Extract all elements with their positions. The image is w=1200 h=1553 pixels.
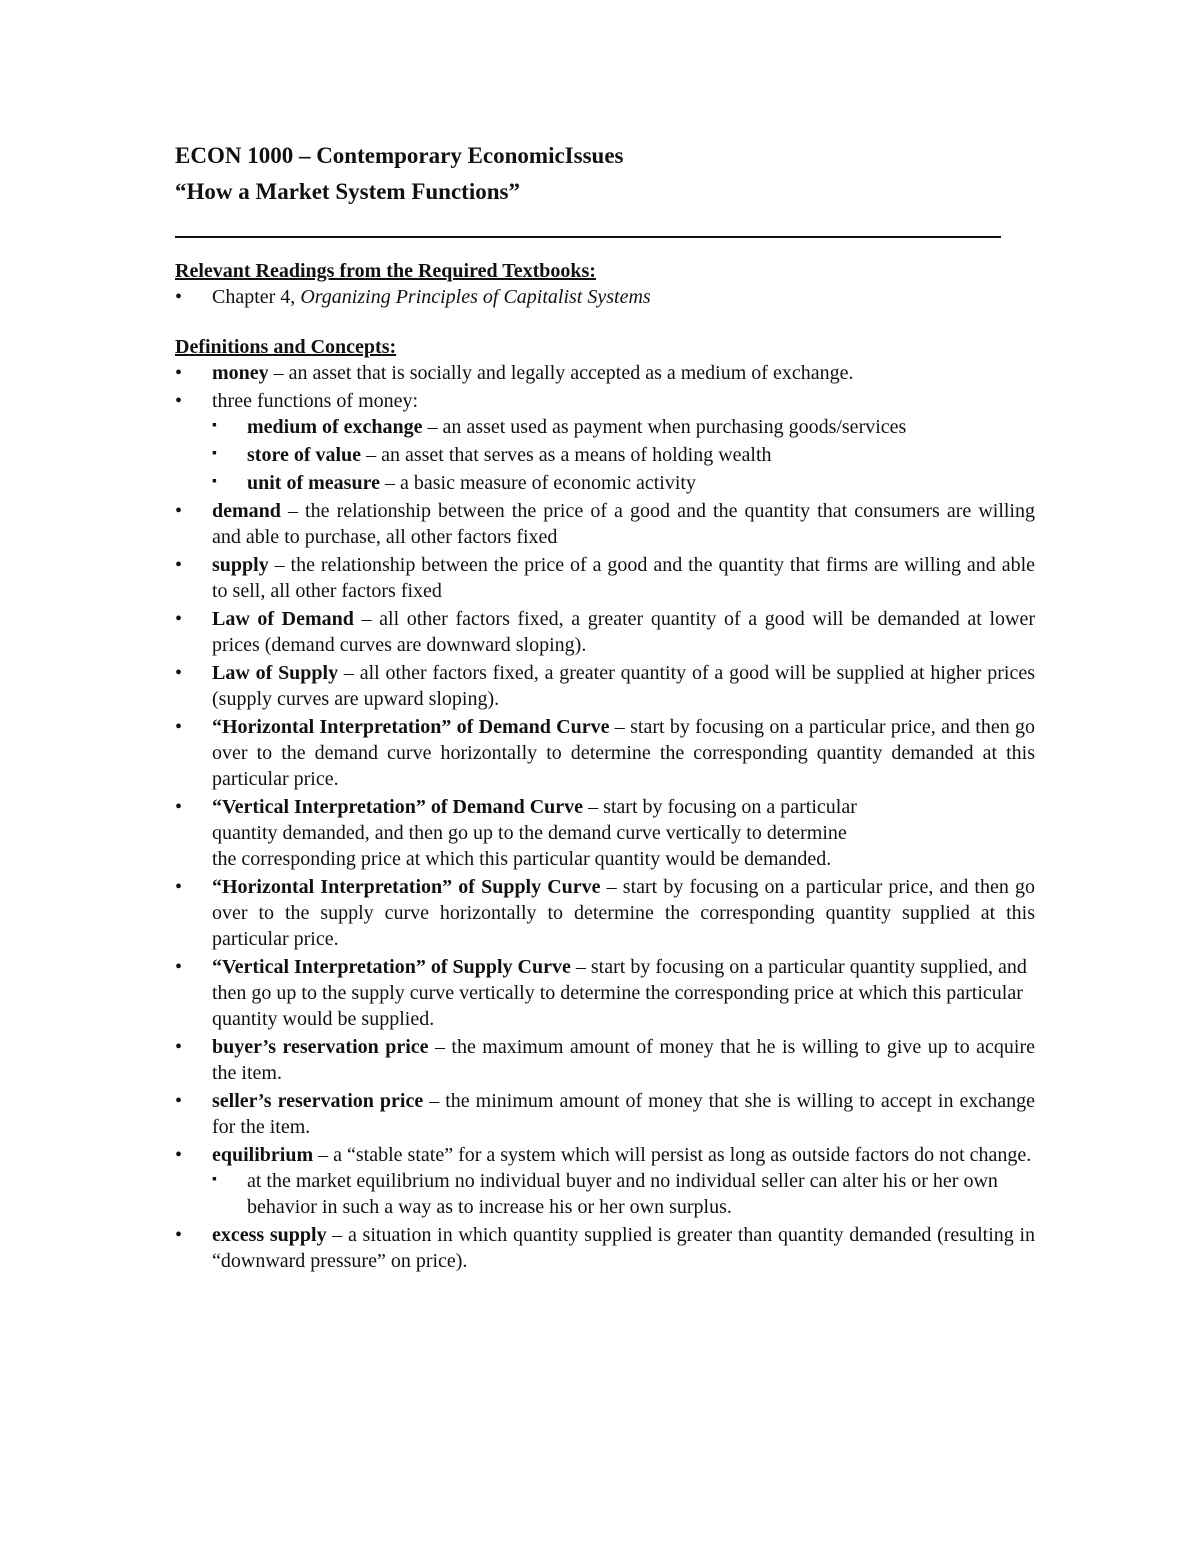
- bullet-icon: •: [175, 716, 183, 738]
- square-bullet-icon: ▪: [212, 1172, 217, 1187]
- bullet-icon: •: [175, 362, 183, 384]
- definition-horizontal-supply: [175, 874, 1035, 952]
- bullet-icon: •: [175, 1090, 183, 1112]
- term: “Horizontal Interpretation” of Demand Curve: [212, 716, 610, 738]
- definition-text: – the maximum amount of money that he is willing to give up to acquire the item.: [212, 1036, 1035, 1084]
- definition-horizontal-demand: [175, 714, 1035, 792]
- term: unit of measure: [247, 472, 380, 494]
- definition-text: – all other factors fixed, a greater quantity of a good will be demanded at lower prices (demand curves are downward sloping).: [212, 608, 1035, 656]
- term: “Horizontal Interpretation” of Supply Curve: [212, 876, 601, 898]
- bullet-icon: •: [175, 1224, 183, 1246]
- term: excess supply: [212, 1224, 327, 1246]
- term: “Vertical Interpretation” of Demand Curve: [212, 796, 584, 818]
- sublist-item-unit: [212, 470, 1035, 496]
- equilibrium-sublist: [212, 1168, 1035, 1220]
- term: supply: [212, 554, 269, 576]
- term: demand: [212, 500, 281, 522]
- term: Law of Supply: [212, 662, 339, 684]
- definition-text: – the minimum amount of money that she is willing to accept in exchange for the item.: [212, 1090, 1035, 1138]
- bullet-icon: •: [175, 554, 183, 576]
- bullet-icon: •: [175, 1036, 183, 1058]
- definition-seller-reservation-price: [175, 1088, 1035, 1140]
- title-divider: [175, 236, 1001, 238]
- definition-text: – all other factors fixed, a greater quantity of a good will be supplied at higher prices (supply curves are upward sloping).: [212, 662, 1036, 710]
- definition-vertical-supply: [175, 954, 1035, 1032]
- definition-demand: [175, 498, 1035, 550]
- sublist-item-equilibrium: [212, 1168, 1035, 1220]
- bullet-icon: •: [175, 608, 183, 630]
- functions-sublist: [212, 414, 1035, 496]
- definition-text: – an asset that serves as a means of holding wealth: [361, 444, 772, 466]
- course-title: ECON 1000 – Contemporary EconomicIssues: [175, 143, 624, 168]
- definition-text-line-1: – start by focusing on a particular: [583, 796, 857, 818]
- definition-text: three functions of money:: [212, 390, 419, 412]
- definition-text: at the market equilibrium no individual buyer and no individual seller can alter his or her own behavior in such a way as to increase his or her own surplus.: [247, 1170, 998, 1218]
- chapter-title: Organizing Principles of Capitalist Systems: [300, 286, 651, 308]
- definition-text: – the relationship between the price of a good and the quantity that consumers are willing and able to purchase, all other factors fixed: [212, 500, 1035, 548]
- square-bullet-icon: ▪: [212, 418, 217, 433]
- definition-text: – an asset that is socially and legally accepted as a medium of exchange.: [268, 362, 854, 384]
- definition-money: [175, 360, 1035, 386]
- bullet-icon: •: [175, 1144, 183, 1166]
- square-bullet-icon: ▪: [212, 474, 217, 489]
- definition-text: – start by focusing on a particular price, and then go over to the demand curve horizontally to determine the corresponding quantity demanded at this particular price.: [212, 716, 1036, 790]
- definitions-heading: Definitions and Concepts:: [175, 336, 397, 358]
- definition-three-functions: [175, 388, 1035, 496]
- definition-text: – a basic measure of economic activity: [379, 472, 696, 494]
- definition-text: – an asset used as payment when purchasing goods/services: [422, 416, 907, 438]
- sublist-item-medium: [212, 414, 1035, 440]
- definition-equilibrium: [175, 1142, 1035, 1220]
- term: “Vertical Interpretation” of Supply Curve: [212, 956, 571, 978]
- definition-law-of-supply: [175, 660, 1035, 712]
- term: store of value: [247, 444, 362, 466]
- lecture-title: “How a Market System Functions”: [175, 179, 520, 204]
- bullet-icon: •: [175, 286, 183, 308]
- term: Law of Demand: [212, 608, 354, 630]
- definition-vertical-demand: [175, 794, 1035, 872]
- square-bullet-icon: ▪: [212, 446, 217, 461]
- list-item: [175, 284, 1035, 310]
- definition-excess-supply: [175, 1222, 1035, 1274]
- document-page: [175, 138, 1035, 1276]
- definition-text: – start by focusing on a particular price, and then go over to the supply curve horizontally to determine the corresponding quantity supplied at this particular price.: [212, 876, 1035, 950]
- definition-buyer-reservation-price: [175, 1034, 1035, 1086]
- definition-text: – the relationship between the price of a good and the quantity that firms are willing and able to sell, all other factors fixed: [212, 554, 1035, 602]
- bullet-icon: •: [175, 956, 183, 978]
- bullet-icon: •: [175, 390, 183, 412]
- chapter-prefix: Chapter 4,: [212, 286, 301, 308]
- definitions-list: [175, 360, 1035, 1274]
- definition-text-line-2: quantity demanded, and then go up to the demand curve vertically to determine: [212, 822, 847, 844]
- definition-supply: [175, 552, 1035, 604]
- readings-list: [175, 284, 1035, 310]
- definition-text-line-3: the corresponding price at which this particular quantity would be demanded.: [212, 848, 832, 870]
- bullet-icon: •: [175, 876, 183, 898]
- definition-text: – start by focusing on a particular quantity supplied, and then go up to the supply curve vertically to determine the corresponding price at which this particular quantity would be supplied.: [212, 956, 1027, 1030]
- readings-heading: Relevant Readings from the Required Textbooks:: [175, 260, 596, 282]
- term: equilibrium: [212, 1144, 314, 1166]
- bullet-icon: •: [175, 500, 183, 522]
- definition-text: – a situation in which quantity supplied is greater than quantity demanded (resulting in “downward pressure” on price).: [212, 1224, 1036, 1272]
- term: medium of exchange: [247, 416, 423, 438]
- sublist-item-store: [212, 442, 1035, 468]
- definition-law-of-demand: [175, 606, 1035, 658]
- term: buyer’s reservation price: [212, 1036, 429, 1058]
- term: seller’s reservation price: [212, 1090, 424, 1112]
- term: money: [212, 362, 269, 384]
- bullet-icon: •: [175, 662, 183, 684]
- definition-text: – a “stable state” for a system which will persist as long as outside factors do not change.: [313, 1144, 1032, 1166]
- bullet-icon: •: [175, 796, 183, 818]
